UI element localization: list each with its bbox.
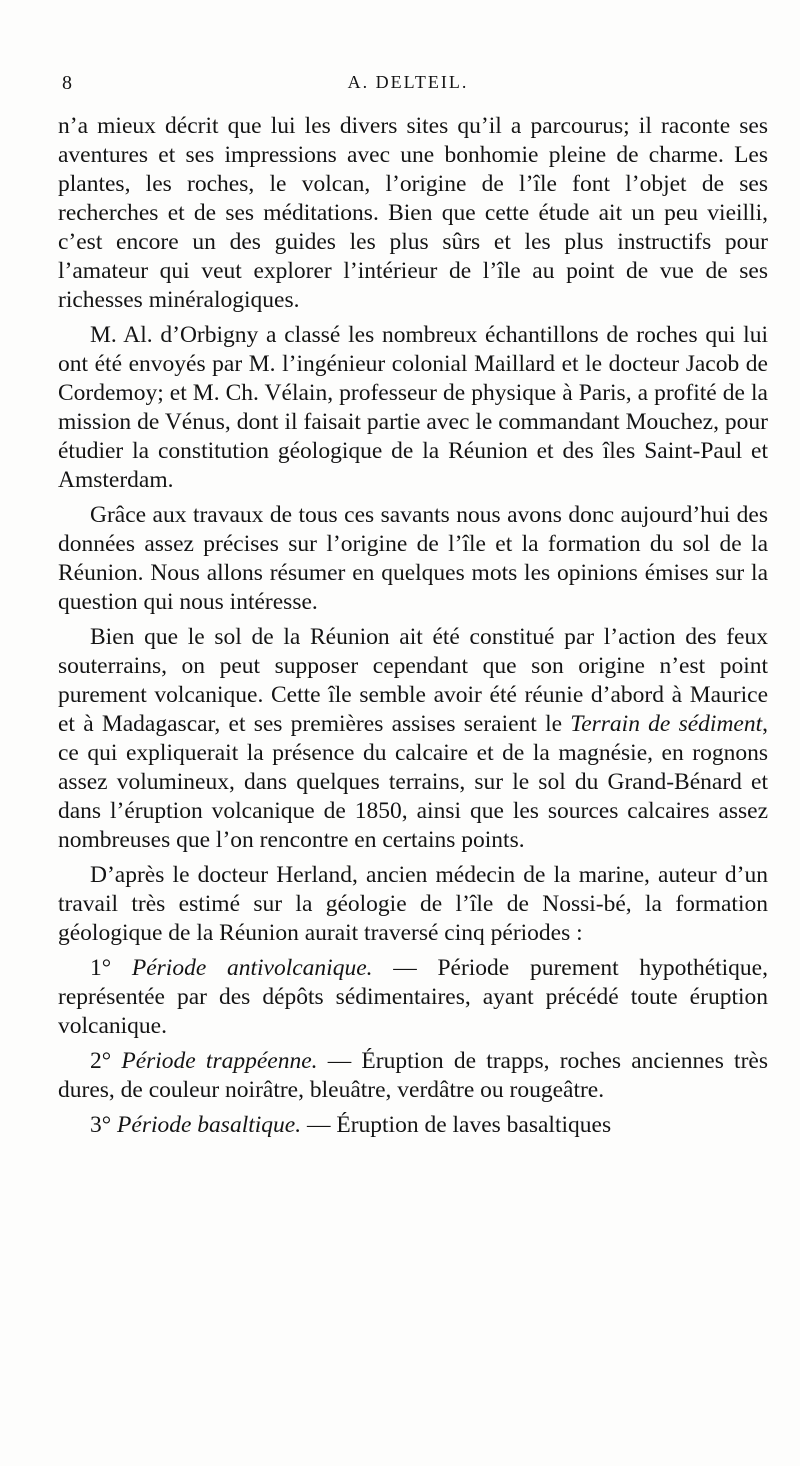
paragraph-4-text-after: , ce qui expliquerait la présence du calcaire et de la magnésie, en rognons assez volumineux, dans quelques terrains, sur le sol du Grand-Bénard et dans l’éruption volcanique de 1850, ainsi que les sources calcaires assez nombreuses que l’on rencontre en certains points.: [58, 711, 769, 853]
period-1-title: Période antivolcanique.: [131, 955, 373, 981]
period-3: [58, 1111, 768, 1140]
period-2: [58, 1047, 768, 1105]
paragraph-4-text-before: Bien que le sol de la Réunion ait été constitué par l’action des feux souterrains, on peut supposer cependant que son origine n’est point purement volcanique. Cette île semble avoir été réunie d’abord à Maurice et à Madagascar, et ses premières assises seraient le: [58, 624, 768, 737]
paragraph-3: Grâce aux travaux de tous ces savants nous avons donc aujourd’hui des données assez précises sur l’origine de l’île et la formation du sol de la Réunion. Nous allons résumer en quelques mots les opinions émises sur la question qui nous intéresse.: [58, 502, 768, 615]
period-2-number: 2°: [90, 1048, 122, 1074]
paragraph-2: M. Al. d’Orbigny a classé les nombreux échantillons de roches qui lui ont été envoyés par M. l’ingénieur colonial Maillard et le docteur Jacob de Cordemoy; et M. Ch. Vélain, professeur de physique à Paris, a profité de la mission de Vénus, dont il faisait partie avec le commandant Mouchez, pour étudier la constitution géologique de la Réunion et des îles Saint-Paul et Amsterdam.: [58, 322, 768, 493]
period-1: [58, 954, 768, 1041]
period-1-number: 1°: [90, 955, 132, 981]
page-number: 8: [62, 72, 73, 94]
period-3-description: — Éruption de laves basaltiques: [301, 1112, 612, 1138]
period-2-description: — Éruption de trapps, roches anciennes très dures, de couleur noirâtre, bleuâtre, verdâtre ou rougeâtre.: [58, 1048, 768, 1103]
paragraph-4: [58, 623, 768, 855]
period-3-number: 3°: [90, 1112, 118, 1138]
running-title: A. DELTEIL.: [347, 72, 469, 92]
running-head: [58, 72, 758, 102]
paragraph-5: D’après le docteur Herland, ancien médecin de la marine, auteur d’un travail très estimé sur la géologie de l’île de Nossi-bé, la formation géologique de la Réunion aurait traversé cinq périodes :: [58, 862, 768, 946]
period-1-description: — Période purement hypothétique, représentée par des dépôts sédimentaires, ayant précédé toute éruption volcanique.: [58, 955, 768, 1039]
period-3-title: Période basaltique.: [117, 1112, 302, 1138]
paragraph-1: n’a mieux décrit que lui les divers sites qu’il a parcourus; il raconte ses aventures et ses impressions avec une bonhomie pleine de charme. Les plantes, les roches, le volcan, l’origine de l’île font l’objet de ses recherches et de ses méditations. Bien que cette étude ait un peu vieilli, c’est encore un des guides les plus sûrs et les plus instructifs pour l’amateur qui veut explorer l’intérieur de l’île au point de vue de ses richesses minéralogiques.: [58, 113, 768, 313]
paragraph-4-italic: Terrain de sédiment: [570, 711, 763, 737]
body-text: [58, 112, 768, 1146]
period-2-title: Période trappéenne.: [121, 1048, 318, 1074]
